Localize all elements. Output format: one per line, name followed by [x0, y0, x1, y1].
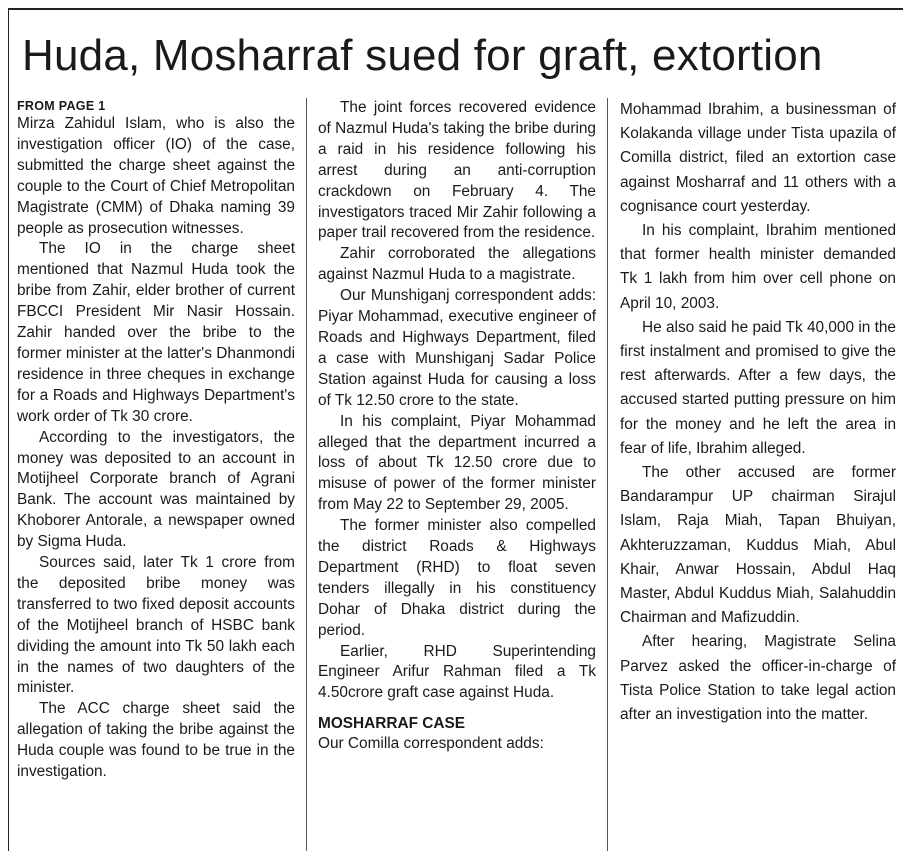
- column-3: [620, 98, 896, 851]
- column-rule: [306, 98, 307, 851]
- paragraph: Our Comilla correspondent adds:: [318, 735, 544, 753]
- paragraph: The former minister also compelled the district Roads & Highways Department (RHD) to float seven tenders illegally in his constituency Dohar of Dhaka district during the period.: [318, 517, 596, 639]
- paragraph: The IO in the charge sheet mentioned that Nazmul Huda took the bribe from Zahir, elder brother of current FBCCI President Mir Nasir Hossain. Zahir handed over the bribe to the former minister at the latter's Dhanmondi residence in three cheques in exchange for a Roads and Highways Department's work order of Tk 30 crore.: [17, 240, 295, 425]
- paragraph: The joint forces recovered evidence of Nazmul Huda's taking the bribe during a raid in his residence following his arrest during an anti-corruption crackdown on February 4. The investigators traced Mir Zahir following a paper trail recovered from the residence.: [318, 99, 596, 242]
- dateline: FROM PAGE 1: [17, 99, 106, 113]
- paragraph: The other accused are former Bandarampur UP chairman Sirajul Islam, Raja Miah, Tapan Bhuiyan, Akhteruzzaman, Kuddus Miah, Abul Khair, Anwar Hossain, Abdul Haq Master, Abdul Kuddus Miah, Salahuddin Chairman and Mafizuddin.: [620, 464, 896, 627]
- paragraph: In his complaint, Ibrahim mentioned that former health minister demanded Tk 1 lakh from him over cell phone on April 10, 2003.: [620, 222, 896, 312]
- paragraph: He also said he paid Tk 40,000 in the first instalment and promised to give the rest afterwards. After a few days, the accused started putting pressure on him for the money and he left the area in fear of life, Ibrahim alleged.: [620, 318, 896, 457]
- subheading: MOSHARRAF CASE: [318, 715, 466, 733]
- paragraph: Sources said, later Tk 1 crore from the deposited bribe money was transferred to two fixed deposit accounts of the Motijheel branch of HSBC bank dividing the amount into Tk 50 lakh each in the names of two daughters of the minister.: [17, 554, 295, 697]
- column-2: [318, 98, 596, 851]
- paragraph: Mirza Zahidul Islam, who is also the investigation officer (IO) of the case, submitted the charge sheet against the couple to the Court of Chief Metropolitan Magistrate (CMM) of Dhaka naming 39 people as prosecution witnesses.: [17, 115, 295, 237]
- column-1: [17, 98, 295, 851]
- paragraph: Mohammad Ibrahim, a businessman of Kolakanda village under Tista upazila of Comilla district, filed an extortion case against Mosharraf and 11 others with a cognisance court yesterday.: [620, 101, 896, 215]
- column-rule: [607, 98, 608, 851]
- paragraph: Zahir corroborated the allegations against Nazmul Huda to a magistrate.: [318, 245, 596, 284]
- paragraph: The ACC charge sheet said the allegation of taking the bribe against the Huda couple was found to be true in the investigation.: [17, 700, 295, 781]
- headline: Huda, Mosharraf sued for graft, extortion: [22, 31, 823, 80]
- paragraph: Our Munshiganj correspondent adds: Piyar Mohammad, executive engineer of Roads and Highways Department, filed a case with Munshiganj Sadar Police Station against Huda for causing a loss of Tk 12.50 crore to the state.: [318, 287, 596, 409]
- paragraph: According to the investigators, the money was deposited to an account in Motijheel Corporate branch of Agrani Bank. The account was maintained by Khoborer Antorale, a newspaper owned by Sigma Huda.: [17, 428, 295, 551]
- paragraph: Earlier, RHD Superintending Engineer Arifur Rahman filed a Tk 4.50crore graft case against Huda.: [318, 642, 596, 702]
- paragraph: After hearing, Magistrate Selina Parvez asked the officer-in-charge of Tista Police Station to take legal action after an investigation into the matter.: [620, 633, 896, 724]
- paragraph: In his complaint, Piyar Mohammad alleged that the department incurred a loss of about Tk 12.50 crore due to misuse of power of the former minister from May 22 to September 29, 2005.: [318, 412, 596, 514]
